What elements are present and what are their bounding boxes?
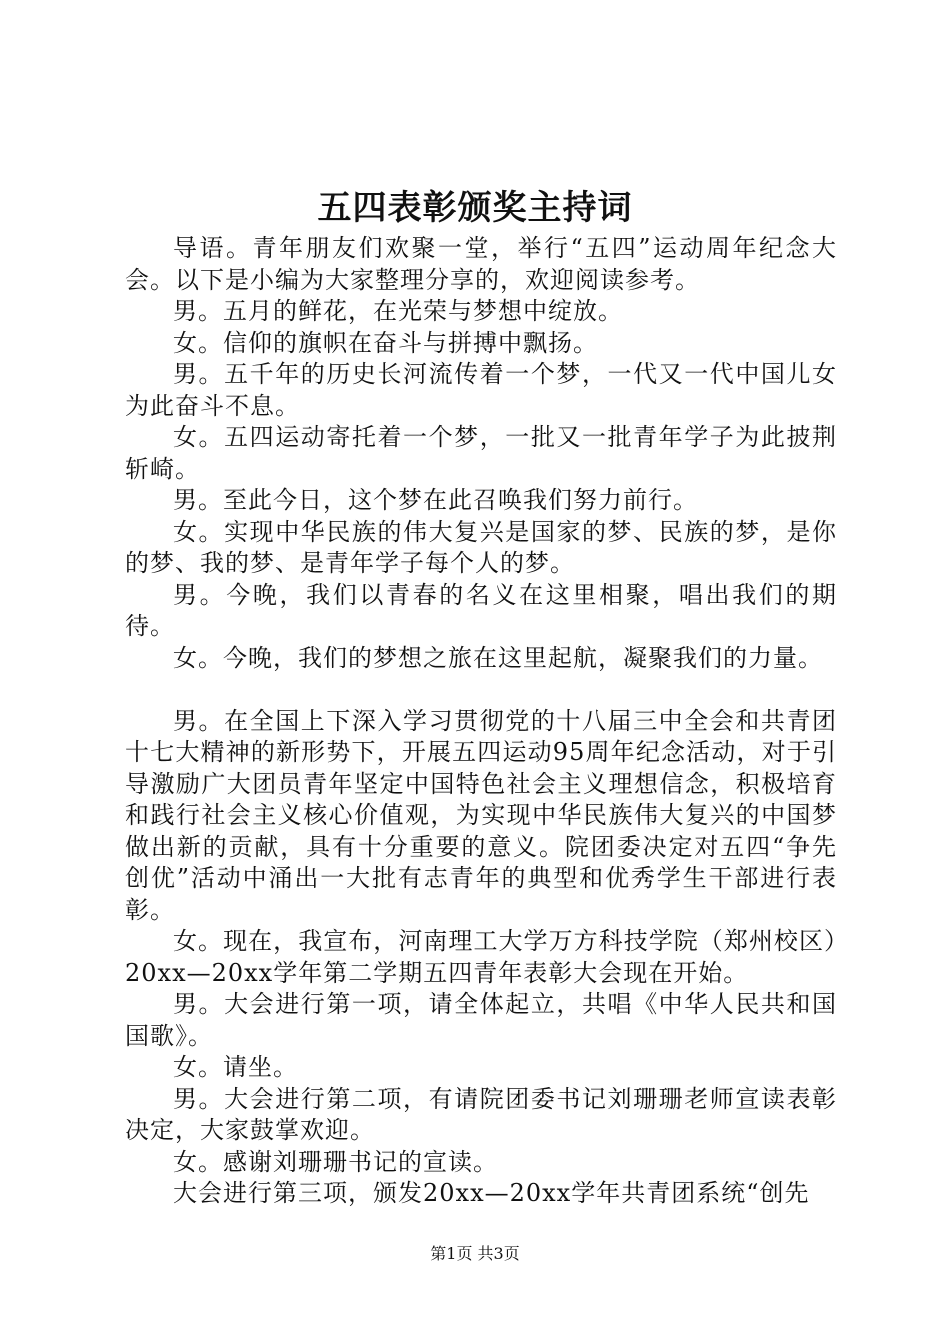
paragraph: 女。今晚，我们的梦想之旅在这里起航，凝聚我们的力量。 (173, 643, 823, 672)
paragraph: 男。五月的鲜花，在光荣与梦想中绽放。 (173, 297, 623, 325)
paragraph: 女。现在，我宣布，河南理工大学万方科技学院（郑州校区）20xx—20xx学年第二学期五四青年表彰大会现在开始。 (125, 927, 837, 987)
paragraph: 男。今晚，我们以青春的名义在这里相聚，唱出我们的期待。 (125, 580, 837, 640)
page-footer: 第1页 共3页 (430, 1244, 520, 1263)
paragraph: 男。五千年的历史长河流传着一个梦，一代又一代中国儿女为此奋斗不息。 (125, 360, 837, 420)
document-title: 五四表彰颁奖主持词 (317, 188, 633, 228)
paragraph: 女。请坐。 (173, 1053, 298, 1081)
paragraph: 女。五四运动寄托着一个梦，一批又一批青年学子为此披荆斩崎。 (125, 423, 837, 483)
paragraph: 男。大会进行第二项，有请院团委书记刘珊珊老师宣读表彰决定，大家鼓掌欢迎。 (125, 1084, 837, 1144)
blank-line (125, 674, 837, 706)
paragraph: 男。在全国上下深入学习贯彻党的十八届三中全会和共青团十七大精神的新形势下，开展五四运动95周年纪念活动，对于引导激励广大团员青年坚定中国特色社会主义理想信念，积极培育和践行社会主义核心价值观，为实现中华民族伟大复兴的中国梦做出新的贡献，具有十分重要的意义。院团委决定对五四“争先创优”活动中涌出一大批有志青年的典型和优秀学生干部进行表彰。 (125, 706, 837, 924)
paragraph: 男。至此今日，这个梦在此召唤我们努力前行。 (173, 486, 698, 514)
paragraph: 女。信仰的旗帜在奋斗与拼搏中飘扬。 (173, 328, 598, 357)
paragraph: 男。大会进行第一项，请全体起立，共唱《中华人民共和国国歌》。 (125, 990, 837, 1050)
paragraph: 女。感谢刘珊珊书记的宣读。 (173, 1147, 498, 1176)
document-body (125, 233, 837, 1210)
paragraph: 大会进行第三项，颁发20xx—20xx学年共青团系统“创先 (173, 1179, 810, 1207)
paragraph-intro: 导语。青年朋友们欢聚一堂，举行“五四”运动周年纪念大会。以下是小编为大家整理分享的，欢迎阅读参考。 (125, 234, 837, 294)
paragraph: 女。实现中华民族的伟大复兴是国家的梦、民族的梦，是你的梦、我的梦、是青年学子每个人的梦。 (125, 517, 837, 577)
